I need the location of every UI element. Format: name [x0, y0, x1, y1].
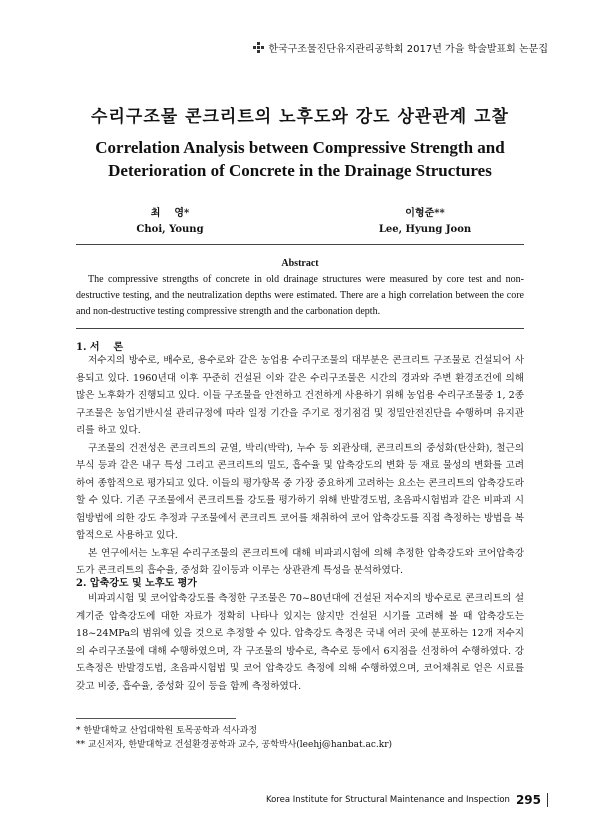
- footer-text: Korea Institute for Structural Maintenance and Inspection: [265, 795, 510, 805]
- section-1-body: [76, 352, 524, 580]
- page-footer: [266, 793, 548, 807]
- footnote-1: * 한밭대학교 산업대학원 토목공학과 석사과정: [76, 726, 258, 736]
- author-1-korean: 최 영*: [150, 208, 190, 219]
- abstract-title: Abstract: [281, 258, 319, 269]
- title-english: [0, 136, 600, 182]
- section-1-paragraph: 본 연구에서는 노후된 수리구조물의 콘크리트에 대해 비파괴시험에 의해 추정한 압축강도와 코어압축강도가 콘크리트의 흡수율, 중성화 깊이등과 이루는 상관관계 특성을 분석하였다.: [76, 547, 524, 576]
- section-1-heading: 1. 서 론: [76, 342, 124, 353]
- author-2-english: Lee, Hyung Joon: [378, 224, 472, 235]
- section-2-paragraph: 비파괴시험 및 코어압축강도를 측정한 구조물은 70~80년대에 건설된 저수지의 방수로로 콘크리트의 설계기준 압축강도에 대한 자료가 정확히 나타나 있지는 않지만 건설된 시기를 고려해 볼 때 압축강도는 18~24MPa의 범위에 있을 것으로 추정할 수 있다. 압축강도 측정은 국내 여러 곳에 분포하는 12개 저수지의 수리구조물에 대해 수행하였으며, 각 구조물의 방수로, 측수로 등에서 6지점을 선정하여 수행하였다. 강도측정은 반발경도법, 초음파시험법 및 코어 압축강도 측정에 의해 수행하였으며, 코어채취로 얻은 시료를 갖고 비중, 흡수율, 중성화 깊이 등을 함께 측정하였다.: [76, 593, 524, 692]
- page-number: 295: [515, 793, 541, 807]
- author-2: [360, 206, 490, 238]
- section-1-paragraph: 저수지의 방수로, 배수로, 용수로와 같은 농업용 수리구조물의 대부분은 콘크리트 구조물로 건설되어 사용되고 있다. 1960년대 이후 꾸준히 건설된 이와 같은 수리구조물은 시간의 경과와 주변 환경조건에 의해 많은 노후화가 진행되고 있다. 이들 구조물을 안전하고 건전하게 사용하기 위해 농업용 수리구조물중 1, 2종 구조물은 농업기반시설 관리규정에 따라 일정 기간을 주기로 정기점검 및 정밀안전진단을 수행하며 유지관리를 하고 있다.: [76, 355, 524, 436]
- abstract-top-rule: [76, 244, 524, 245]
- section-2-body: [76, 590, 524, 695]
- footer-divider: [547, 793, 548, 807]
- author-2-korean: 이형준**: [405, 208, 445, 219]
- section-1-paragraph: 구조물의 건전성은 콘크리트의 균열, 박리(박락), 누수 등 외관상태, 콘크리트의 중성화(탄산화), 철근의 부식 등과 같은 내구 특성 그리고 콘크리트의 밀도, 흡수율 및 압축강도의 변화 등 재료 물성의 변화를 고려하여 종합적으로 평가되고 있다. 이들의 평가항목 중 가장 중요하게 고려하는 요소는 콘크리트의 압축강도라 할 수 있다. 기존 구조물에서 콘크리트를 강도를 평가하기 위해 반발경도법, 초음파시험법과 같은 비파괴 시험방법에 의한 강도 추정과 구조물에서 콘크리트 코어를 채취하여 코어 압축강도를 직접 측정하는 방법을 복합적으로 사용하고 있다.: [76, 442, 524, 541]
- footnote-rule: [76, 718, 236, 719]
- title-english-line1: Correlation Analysis between Compressive Strength and: [95, 138, 505, 157]
- section-2-heading: 2. 압축강도 및 노후도 평가: [76, 578, 197, 589]
- author-1: [120, 206, 220, 238]
- title-korean: 수리구조물 콘크리트의 노후도와 강도 상관관계 고찰: [91, 107, 509, 127]
- footnote-2: ** 교신저자, 한밭대학교 건설환경공학과 교수, 공학박사(leehj@hanbat.ac.kr): [76, 740, 393, 750]
- abstract-bottom-rule: [76, 328, 524, 329]
- title-english-line2: Deterioration of Concrete in the Drainage Structures: [108, 161, 492, 180]
- logo-icon: [253, 42, 264, 53]
- footnotes: [76, 724, 392, 752]
- running-header: [253, 40, 548, 55]
- author-1-english: Choi, Young: [136, 224, 204, 235]
- abstract-text: The compressive strengths of concrete in old drainage structures were measured by core test and non-destructive testing, and the neutralization depths were estimated. There are a high correlation between the core and non-destructive testing compressive strength and the carbonation depth.: [76, 274, 524, 317]
- header-text: 한국구조물진단유지관리공학회 2017년 가을 학술발표회 논문집: [268, 44, 548, 55]
